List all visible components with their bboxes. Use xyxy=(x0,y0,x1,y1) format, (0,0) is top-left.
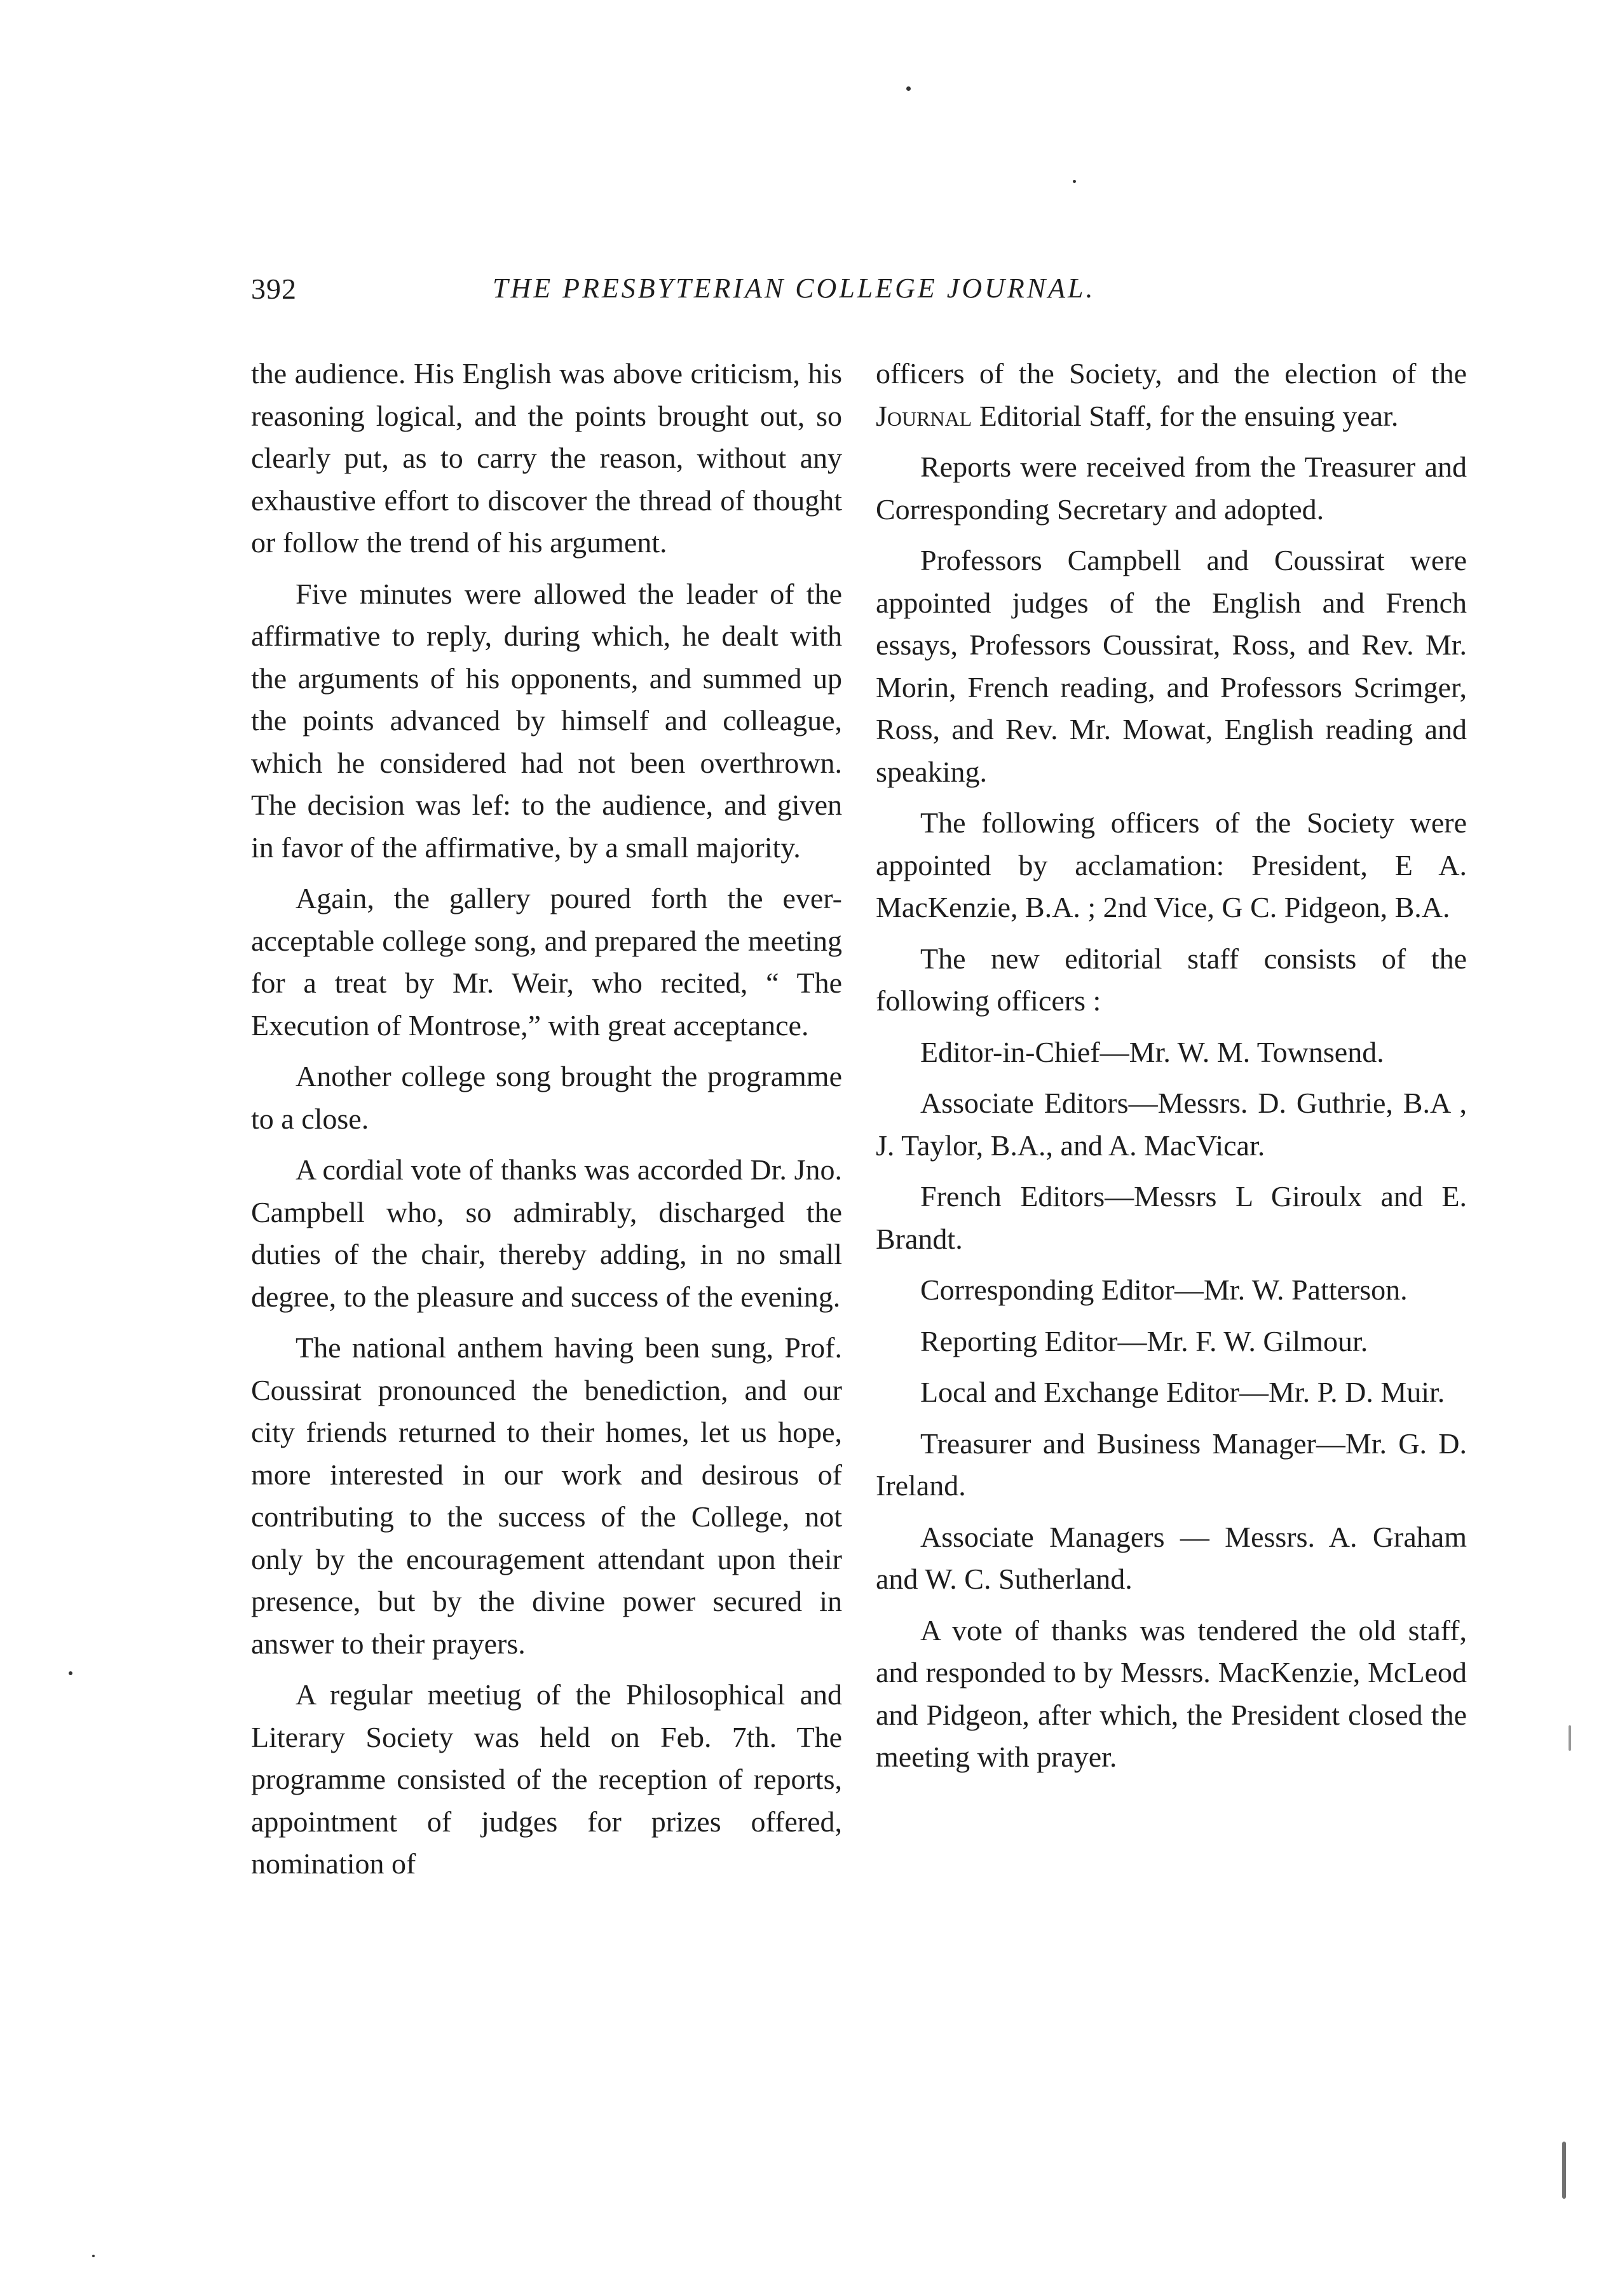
staff-entry: Associate Managers — Messrs. A. Graham and W. C. Sutherland. xyxy=(876,1520,1467,1595)
text-run: officers of the Society, and the election of the xyxy=(876,357,1467,390)
paragraph: the audience. His English was above criticism, his reasoning logical, and the points brought out, so clearly put, as to carry the reason, without any exhaustive effort to discover the thread of thought or follow the trend of his argument. xyxy=(251,357,842,559)
paragraph: Again, the gallery poured forth the ever-acceptable college song, and prepared the meeting for a treat by Mr. Weir, who recited, “ The Execution of Montrose,” with great acceptance. xyxy=(251,882,842,1042)
paragraph: A vote of thanks was tendered the old staff, and responded to by Messrs. MacKenzie, McLeod and Pidgeon, after which, the President closed the meeting with prayer. xyxy=(876,1613,1467,1773)
paragraph: The following officers of the Society were appointed by acclamation: President, E A. MacKenzie, B.A. ; 2nd Vice, G C. Pidgeon, B.A. xyxy=(876,806,1467,923)
running-title: THE PRESBYTERIAN COLLEGE JOURNAL. xyxy=(493,273,1096,304)
scan-speck xyxy=(1562,2142,1566,2199)
paragraph xyxy=(876,353,1467,437)
scan-speck xyxy=(1569,1725,1571,1751)
staff-entry: Reporting Editor—Mr. F. W. Gilmour. xyxy=(920,1324,1368,1357)
paragraph: A regular meetiug of the Philosophical and Literary Society was held on Feb. 7th. The programme consisted of the reception of reports, appointment of judges for prizes offered, nomination of xyxy=(251,1678,842,1880)
staff-entry: Associate Editors—Messrs. D. Guthrie, B.A , J. Taylor, B.A., and A. MacVicar. xyxy=(876,1087,1467,1162)
scan-speck xyxy=(1073,180,1076,183)
journal-name: Journal xyxy=(876,399,972,432)
text-run: Editorial Staff, for the ensuing year. xyxy=(972,399,1399,432)
paragraph: Five minutes were allowed the leader of the affirmative to reply, during which, he dealt with the arguments of his opponents, and summed up the points advanced by himself and colleague, which he considered had not been overthrown. The decision was lef: to the audience, and given in favor of the affirmative, by a small majority. xyxy=(251,577,842,864)
staff-entry: Editor-in-Chief—Mr. W. M. Townsend. xyxy=(920,1035,1384,1068)
paragraph: The national anthem having been sung, Prof. Coussirat pronounced the benediction, and our city friends returned to their homes, let us hope, more interested in our work and desirous of contributing to the success of the College, not only by the encouragement attendant upon their presence, but by the divine power secured in answer to their prayers. xyxy=(251,1331,842,1660)
paragraph: Professors Campbell and Coussirat were appointed judges of the English and French essays, Professors Coussirat, Ross, and Rev. Mr. Morin, French reading, and Professors Scrimger, Ross, and Rev. Mr. Mowat, English reading and speaking. xyxy=(876,544,1467,788)
paragraph: The new editorial staff consists of the following officers : xyxy=(876,942,1467,1017)
staff-entry: French Editors—Messrs L Giroulx and E. Brandt. xyxy=(876,1180,1467,1255)
page-number: 392 xyxy=(251,273,297,305)
staff-entry: Corresponding Editor—Mr. W. Patterson. xyxy=(920,1274,1408,1306)
page-header xyxy=(251,272,1204,316)
left-column xyxy=(251,353,842,1894)
paragraph: Reports were received from the Treasurer and Corresponding Secretary and adopted. xyxy=(876,451,1467,526)
staff-entry: Local and Exchange Editor—Mr. P. D. Muir. xyxy=(920,1376,1445,1408)
paragraph: Another college song brought the programme to a close. xyxy=(251,1060,842,1135)
scan-speck xyxy=(906,86,911,91)
scan-speck xyxy=(69,1671,72,1675)
scan-speck xyxy=(92,2255,95,2257)
staff-entry: Treasurer and Business Manager—Mr. G. D. Ireland. xyxy=(876,1427,1467,1502)
paragraph: A cordial vote of thanks was accorded Dr. Jno. Campbell who, so admirably, discharged the duties of the chair, thereby adding, in no small degree, to the pleasure and success of the evening. xyxy=(251,1153,842,1313)
right-column xyxy=(876,353,1467,1788)
